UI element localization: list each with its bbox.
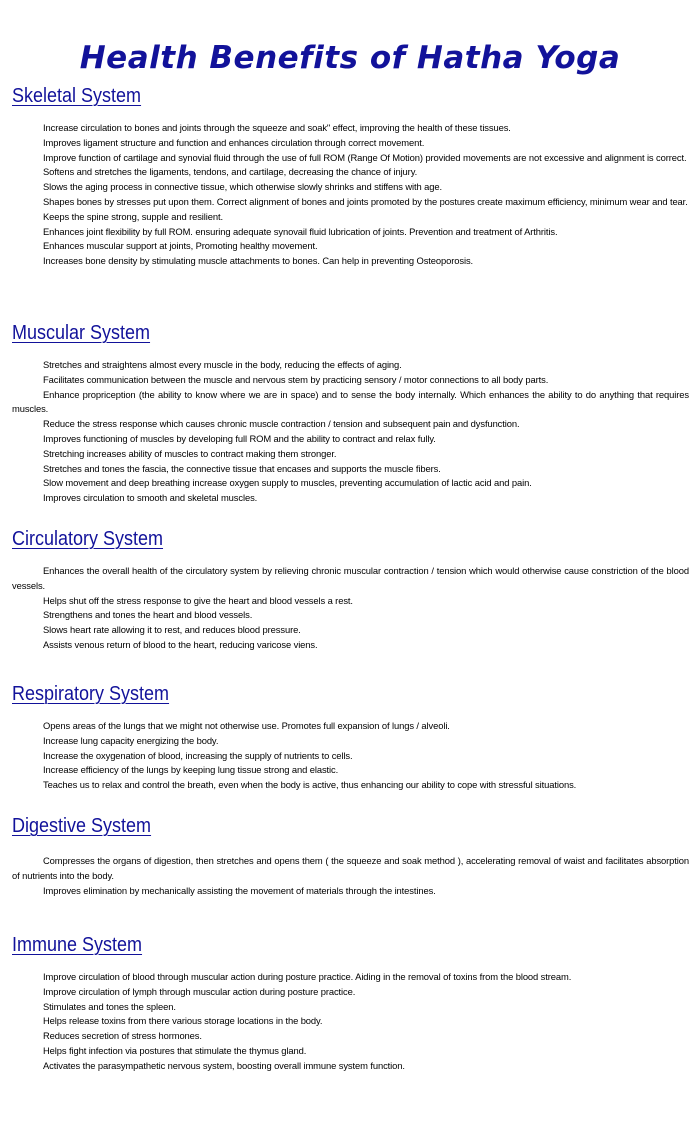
list-item: Slows the aging process in connective tissue, which otherwise slowly shrinks and stiffens with age.	[43, 181, 442, 193]
list-item: Stretches and straightens almost every muscle in the body, reducing the effects of aging.	[43, 359, 402, 370]
list-item: Improves circulation to smooth and skeletal muscles.	[43, 492, 258, 504]
list-item: Increase the oxygenation of blood, increasing the supply of nutrients to cells.	[43, 749, 353, 761]
list-item: Activates the parasympathetic nervous system, boosting overall immune system function.	[43, 1059, 405, 1071]
list-item: Improve circulation of blood through muscular action during posture practice. Aiding in the removal of toxins from the blood stream.	[43, 971, 572, 982]
list-item: Helps fight infection via postures that stimulate the thymus gland.	[43, 1044, 307, 1056]
list-item: Keeps the spine strong, supple and resilient.	[43, 210, 223, 222]
list-item: Opens areas of the lungs that we might not otherwise use. Promotes full expansion of lungs / alveoli.	[43, 720, 450, 731]
section-heading: Skeletal System	[12, 85, 142, 107]
list-item: Improves elimination by mechanically assisting the movement of materials through the intestines.	[43, 884, 436, 896]
list-item: Slows heart rate allowing it to rest, and reduces blood pressure.	[43, 624, 301, 636]
page-title: Health Benefits of Hatha Yoga	[79, 40, 621, 76]
list-item: Enhances joint flexibility by full ROM. ensuring adequate synovail fluid lubrication of joints. Prevention and treatment of Arthritis.	[43, 225, 558, 237]
list-item: Teaches us to relax and control the breath, even when the body is active, thus enhancing our ability to cope with stressful situations.	[43, 779, 577, 791]
section-item-list	[0, 121, 700, 269]
section-item-list	[0, 854, 700, 898]
list-item: Increase efficiency of the lungs by keeping lung tissue strong and elastic.	[43, 764, 339, 776]
list-item: Helps shut off the stress response to give the heart and blood vessels a rest.	[43, 594, 353, 606]
list-item: Stimulates and tones the spleen.	[43, 1000, 176, 1012]
section-item-list	[0, 358, 700, 506]
section-heading: Circulatory System	[12, 528, 164, 550]
list-item: Enhances muscular support at joints, Promoting healthy movement.	[43, 240, 318, 252]
list-item: Reduces secretion of stress hormones.	[43, 1030, 202, 1042]
section-heading: Immune System	[12, 934, 143, 956]
list-item: Stretches and tones the fascia, the connective tissue that encases and supports the muscle fibers.	[43, 462, 441, 474]
list-item: Improves ligament structure and function and enhances circulation through correct movement.	[43, 136, 425, 148]
section-item-list	[0, 719, 700, 793]
section-heading: Respiratory System	[12, 683, 170, 705]
list-item: Softens and stretches the ligaments, tendons, and cartilage, decreasing the chance of injury.	[43, 166, 418, 178]
section-item-list	[0, 564, 700, 653]
list-item: Enhance propriception (the ability to know where we are in space) and to sense the body internally. Which enhances the ability to do anything that requires muscles.	[12, 388, 689, 415]
section-heading: Digestive System	[12, 815, 152, 837]
list-item: Slow movement and deep breathing increase oxygen supply to muscles, preventing accumulation of lactic acid and pain.	[43, 477, 532, 489]
section-heading: Muscular System	[12, 322, 151, 344]
list-item: Increase lung capacity energizing the body.	[43, 734, 219, 746]
list-item: Increases bone density by stimulating muscle attachments to bones. Can help in preventing Osteoporosis.	[43, 255, 474, 267]
section-item-list	[0, 970, 700, 1074]
list-item: Stretching increases ability of muscles to contract making them stronger.	[43, 447, 337, 459]
list-item: Shapes bones by stresses put upon them. Correct alignment of bones and joints promoted by the postures create maximum efficiency, minimum wear and tear.	[43, 195, 688, 207]
list-item: Improve circulation of lymph through muscular action during posture practice.	[43, 985, 356, 997]
list-item: Compresses the organs of digestion, then stretches and opens them ( the squeeze and soak method ), accelerating removal of waist and facilitates absorption of nutrients into the body.	[12, 855, 689, 881]
list-item: Enhances the overall health of the circulatory system by relieving chronic muscular contraction / tension which would otherwise cause constriction of the blood vessels.	[12, 565, 689, 591]
list-item: Improve function of cartilage and synovial fluid through the use of full ROM (Range Of Motion) provided movements are not excessive and alignment is correct.	[43, 151, 687, 163]
list-item: Assists venous return of blood to the heart, reducing varicose viens.	[43, 638, 318, 650]
list-item: Improves functioning of muscles by developing full ROM and the ability to contract and relax fully.	[43, 432, 436, 444]
list-item: Increase circulation to bones and joints through the squeeze and soak" effect, improving the health of these tissues.	[43, 122, 511, 133]
list-item: Facilitates communication between the muscle and nervous stem by practicing sensory / motor connections to all body parts.	[43, 373, 549, 385]
list-item: Reduce the stress response which causes chronic muscle contraction / tension and subsequent pain and dysfunction.	[43, 418, 520, 430]
list-item: Helps release toxins from there various storage locations in the body.	[43, 1015, 323, 1027]
list-item: Strengthens and tones the heart and blood vessels.	[43, 609, 253, 621]
